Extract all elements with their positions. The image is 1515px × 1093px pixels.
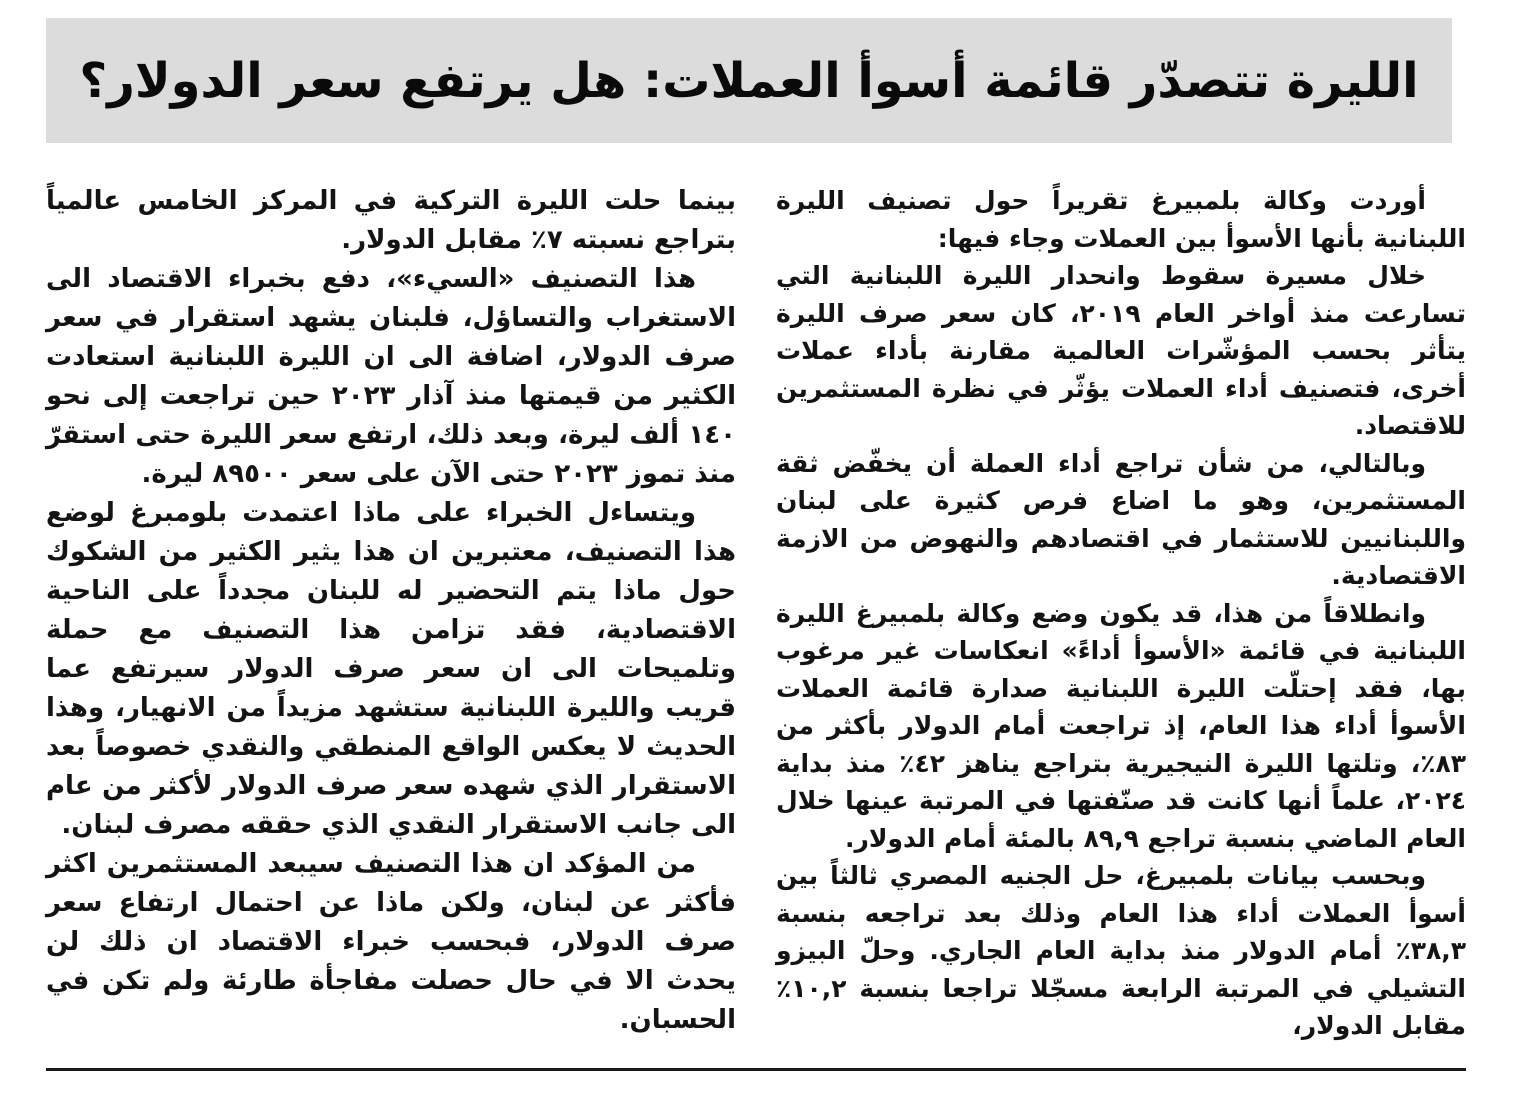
headline-banner bbox=[46, 18, 1452, 143]
left-column bbox=[46, 182, 736, 1057]
article-headline: الليرة تتصدّر قائمة أسوأ العملات: هل يرتفع سعر الدولار؟ bbox=[79, 52, 1419, 109]
paragraph: بينما حلت الليرة التركية في المركز الخامس عالمياً بتراجع نسبته ٧٪ مقابل الدولار. bbox=[46, 186, 736, 255]
paragraph: أوردت وكالة بلمبيرغ تقريراً حول تصنيف الليرة اللبنانية بأنها الأسوأ بين العملات وجاء فيها: bbox=[776, 186, 1466, 253]
paragraph: خلال مسيرة سقوط وانحدار الليرة اللبنانية التي تسارعت منذ أواخر العام ٢٠١٩، كان سعر صرف الليرة يتأثر بحسب المؤشّرات العالمية مقارنة بأداء عملات أخرى، فتصنيف أداء العملات يؤثّر في نظرة المستثمرين للاقتصاد. bbox=[776, 261, 1466, 440]
article-body bbox=[46, 182, 1466, 1057]
right-column bbox=[776, 182, 1466, 1057]
paragraph: ويتساءل الخبراء على ماذا اعتمدت بلومبرغ لوضع هذا التصنيف، معتبرين ان هذا يثير الكثير من الشكوك حول ماذا يتم التحضير له للبنان مجدداً على الناحية الاقتصادية، فقد تزامن هذا التصنيف مع حملة وتلميحات الى ان سعر صرف الدولار سيرتفع عما قريب والليرة اللبنانية ستشهد مزيداً من الانهيار، وهذا الحديث لا يعكس الواقع المنطقي والنقدي خصوصاً بعد الاستقرار الذي شهده سعر صرف الدولار لأكثر من عام الى جانب الاستقرار النقدي الذي حققه مصرف لبنان. bbox=[46, 498, 736, 840]
paragraph: وبالتالي، من شأن تراجع أداء العملة أن يخفّض ثقة المستثمرين، وهو ما اضاع فرص كثيرة على لبنان واللبنانيين للاستثمار في اقتصادهم والنهوض من الازمة الاقتصادية. bbox=[776, 448, 1466, 590]
paragraph: وبحسب بيانات بلمبيرغ، حل الجنيه المصري ثالثاً بين أسوأ العملات أداء هذا العام وذلك بعد تراجعه بنسبة ٣٨,٣٪ أمام الدولار منذ بداية العام الجاري. وحلّ البيزو التشيلي في المرتبة الرابعة مسجّلا تراجعا بنسبة ١٠,٢٪ مقابل الدولار، bbox=[776, 861, 1466, 1040]
paragraph: هذا التصنيف «السيء»، دفع بخبراء الاقتصاد الى الاستغراب والتساؤل، فلبنان يشهد استقرار في سعر صرف الدولار، اضافة الى ان الليرة اللبنانية استعادت الكثير من قيمتها منذ آذار ٢٠٢٣ حين تراجعت إلى نحو ١٤٠ ألف ليرة، وبعد ذلك، ارتفع سعر الليرة حتى استقرّ منذ تموز ٢٠٢٣ حتى الآن على سعر ٨٩٥٠٠ ليرة. bbox=[46, 264, 736, 489]
paragraph: وانطلاقاً من هذا، قد يكون وضع وكالة بلمبيرغ الليرة اللبنانية في قائمة «الأسوأ أداءً» انعكاسات غير مرغوب بها، فقد إحتلّت الليرة اللبنانية صدارة قائمة العملات الأسوأ أداء هذا العام، إذ تراجعت أمام الدولار بأكثر من ٨٣٪، وتلتها الليرة النيجيرية بتراجع يناهز ٤٢٪ منذ بداية ٢٠٢٤، علماً أنها كانت قد صنّفتها في المرتبة عينها خلال العام الماضي بنسبة تراجع ٨٩,٩ بالمئة أمام الدولار. bbox=[776, 598, 1466, 853]
paragraph: من المؤكد ان هذا التصنيف سيبعد المستثمرين اكثر فأكثر عن لبنان، ولكن ماذا عن احتمال ارتفاع سعر صرف الدولار، فبحسب خبراء الاقتصاد ان ذلك لن يحدث الا في حال حصلت مفاجأة طارئة ولم تكن في الحسبان. bbox=[46, 849, 736, 1035]
bottom-divider bbox=[46, 1068, 1466, 1071]
